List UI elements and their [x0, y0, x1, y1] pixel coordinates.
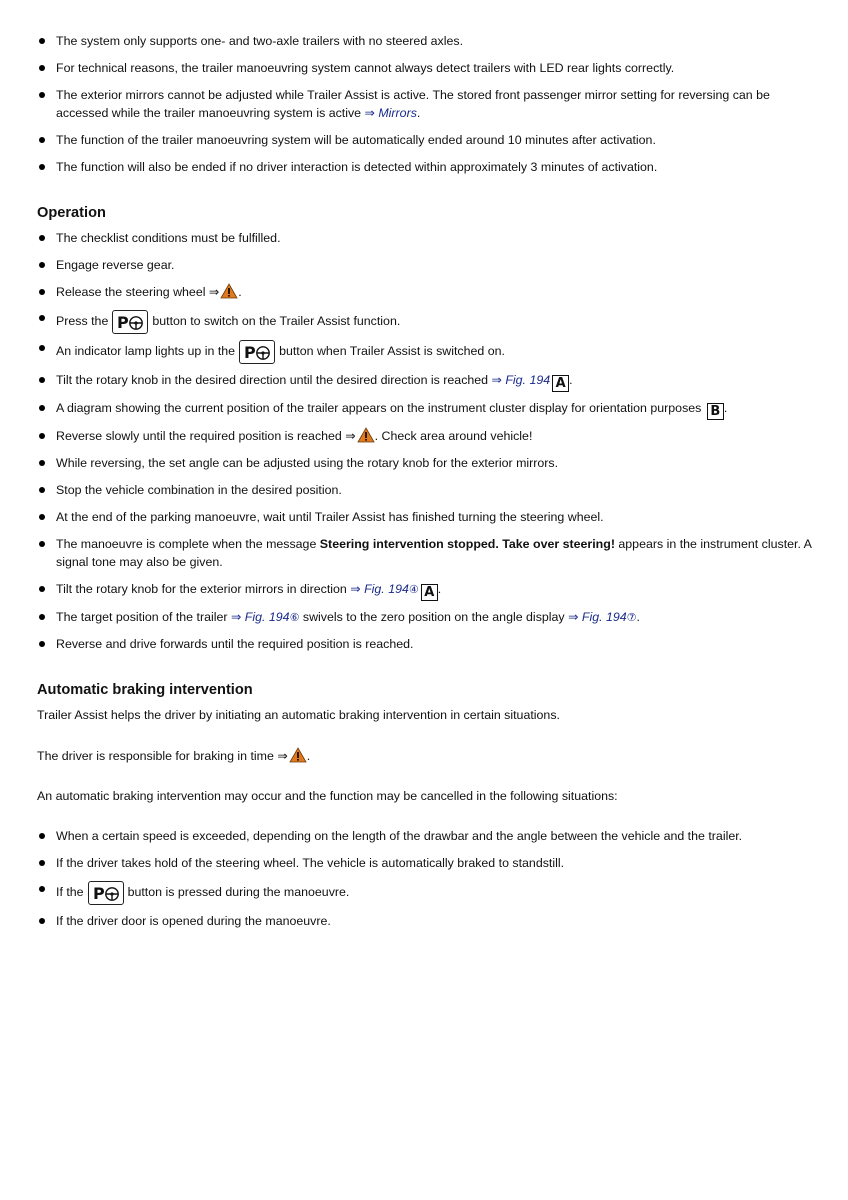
fig-194-link[interactable]	[231, 610, 299, 624]
list-item: Reverse and drive forwards until the required position is reached.	[56, 635, 816, 653]
note-item: The function of the trailer manoeuvring system will be automatically ended around 10 minutes after activation.	[56, 131, 816, 149]
par-text: .	[306, 749, 311, 763]
item-text: Press the	[56, 314, 109, 328]
callout-number: ④	[408, 584, 419, 596]
item-text: Release the steering wheel ⇒	[56, 285, 220, 299]
warning-triangle-icon[interactable]	[289, 747, 307, 763]
callout-number: ⑦	[626, 612, 637, 624]
braking-heading: Automatic braking intervention	[37, 682, 253, 698]
fig-194-link[interactable]	[568, 610, 636, 624]
label-box-b: B	[707, 403, 724, 420]
link-text: ⇒ Fig. 194	[230, 610, 290, 624]
list-item: The checklist conditions must be fulfilled.	[56, 229, 816, 247]
warning-triangle-icon[interactable]	[357, 427, 375, 443]
item-text: button is pressed during the manoeuvre.	[127, 885, 350, 899]
item-text: An indicator lamp lights up in the	[56, 344, 236, 358]
note-text: The exterior mirrors cannot be adjusted while Trailer Assist is active. The stored front passenger mirror setting for reversing can be accessed while the trailer manoeuvring system is active	[56, 88, 770, 120]
item-text: swivels to the zero position on the angle display	[299, 610, 569, 624]
list-item	[56, 427, 816, 445]
list-item: If the driver takes hold of the steering wheel. The vehicle is automatically braked to standstill.	[56, 854, 816, 872]
item-text: A diagram showing the current position of the trailer appears on the instrument cluster display for orientation purposes	[56, 401, 702, 415]
operation-heading: Operation	[37, 205, 106, 221]
park-assist-button-icon[interactable]	[112, 310, 148, 334]
list-item	[56, 608, 816, 627]
list-item	[56, 580, 816, 601]
note-item: The function will also be ended if no driver interaction is detected within approximately 3 minutes of activation.	[56, 158, 816, 176]
svg-text:P: P	[117, 312, 130, 332]
note-item	[56, 86, 816, 122]
item-text: .	[238, 285, 242, 299]
list-item: When a certain speed is exceeded, depending on the length of the drawbar and the angle between the vehicle and the trailer.	[56, 827, 816, 845]
park-assist-button-icon[interactable]	[239, 340, 275, 364]
list-item: Engage reverse gear.	[56, 256, 816, 274]
par-text: The driver is responsible for braking in time ⇒	[37, 749, 288, 763]
note-item: The system only supports one- and two-axle trailers with no steered axles.	[56, 32, 816, 50]
braking-situations-intro: An automatic braking intervention may occur and the function may be cancelled in the following situations:	[37, 789, 618, 803]
item-text: If the	[56, 885, 84, 899]
list-item	[56, 535, 816, 571]
link-text: ⇒ Fig. 194	[568, 610, 627, 624]
link-text: ⇒ Fig. 194	[350, 582, 409, 596]
message-text: Steering intervention stopped. Take over steering!	[319, 537, 615, 551]
warning-triangle-icon[interactable]	[220, 283, 238, 299]
mirrors-link[interactable]: ⇒ Mirrors	[364, 106, 417, 120]
item-text: button to switch on the Trailer Assist function.	[152, 314, 401, 328]
list-item	[56, 399, 816, 420]
list-item: At the end of the parking manoeuvre, wait until Trailer Assist has finished turning the steering wheel.	[56, 508, 816, 526]
item-text: .	[437, 582, 442, 596]
note-item: For technical reasons, the trailer manoeuvring system cannot always detect trailers with LED rear lights correctly.	[56, 59, 816, 77]
item-text: button when Trailer Assist is switched on.	[279, 344, 505, 358]
svg-text:P: P	[92, 883, 105, 903]
item-text: The manoeuvre is complete when the message	[56, 537, 320, 551]
list-item	[56, 339, 816, 364]
list-item	[56, 880, 816, 905]
callout-number: ⑥	[289, 612, 300, 624]
item-text: Reverse slowly until the required position is reached ⇒	[56, 429, 356, 443]
list-item	[56, 309, 816, 334]
label-box-a: A	[421, 584, 438, 601]
braking-responsibility	[37, 747, 817, 765]
item-text: appears in the instrument cluster. A signal tone may also be given.	[56, 537, 812, 569]
note-text: .	[416, 106, 421, 120]
item-text: .	[723, 401, 728, 415]
item-text: The target position of the trailer	[56, 610, 231, 624]
list-item: While reversing, the set angle can be adjusted using the rotary knob for the exterior mirrors.	[56, 454, 816, 472]
list-item: Stop the vehicle combination in the desired position.	[56, 481, 816, 499]
item-text: .	[569, 373, 573, 387]
fig-194-link[interactable]: ⇒ Fig. 194	[491, 373, 551, 387]
item-text: Tilt the rotary knob in the desired direction until the desired direction is reached	[56, 373, 492, 387]
park-assist-button-icon[interactable]	[88, 881, 124, 905]
list-item	[56, 371, 816, 392]
item-text: . Check area around vehicle!	[374, 429, 533, 443]
braking-intro: Trailer Assist helps the driver by initiating an automatic braking intervention in certain situations.	[37, 708, 560, 722]
list-item: If the driver door is opened during the manoeuvre.	[56, 912, 816, 930]
fig-194-link[interactable]	[350, 582, 418, 596]
label-box-a: A	[552, 375, 569, 392]
list-item	[56, 283, 816, 301]
item-text: Tilt the rotary knob for the exterior mirrors in direction	[56, 582, 351, 596]
svg-text:P: P	[244, 342, 256, 362]
item-text: .	[636, 610, 640, 624]
